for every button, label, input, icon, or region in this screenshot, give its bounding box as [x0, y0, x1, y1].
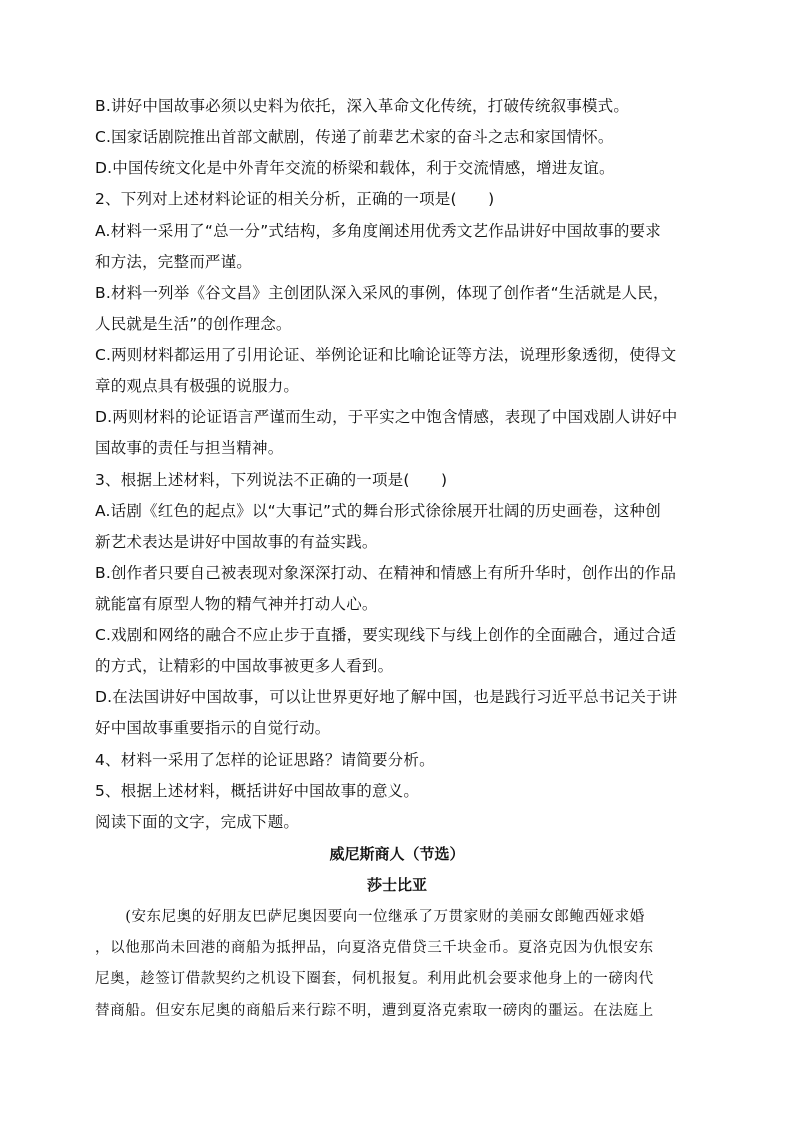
question-3: 3、根据上述材料，下列说法不正确的一项是( ) [95, 471, 448, 489]
story-intro-line: (安东尼奥的好朋友巴萨尼奥因要向一位继承了万贯家财的美丽女郎鲍西娅求婚 [95, 909, 645, 925]
story-intro-line: ，以他那尚未回港的商船为抵押品，向夏洛克借贷三千块金币。夏洛克因为仇恨安东 [95, 940, 654, 956]
option-a-q2: A.材料一采用了“总一分”式结构，多角度阐述用优秀文艺作品讲好中国故事的要求 [95, 222, 661, 240]
option-d-q2-cont: 国故事的责任与担当精神。 [95, 439, 284, 457]
story-title: 威尼斯商人（节选） [329, 845, 465, 863]
option-d-q3: D.在法国讲好中国故事，可以让世界更好地了解中国，也是践行习近平总书记关于讲 [95, 688, 678, 706]
option-c-q1: C.国家话剧院推出首部文献剧，传递了前辈艺术家的奋斗之志和家国情怀。 [95, 128, 614, 146]
option-d-q1: D.中国传统文化是中外青年交流的桥梁和载体，利于交流情感，增进友谊。 [95, 159, 615, 177]
reading-instruction: 阅读下面的文字，完成下题。 [95, 813, 300, 831]
option-a-q3-cont: 新艺术表达是讲好中国故事的有益实践。 [95, 533, 378, 551]
story-author: 莎士比亚 [366, 876, 427, 894]
option-c-q2-cont: 章的观点具有极强的说服力。 [95, 377, 300, 395]
option-b-q2-cont: 人民就是生活”的创作理念。 [95, 315, 292, 333]
option-d-q2: D.两则材料的论证语言严谨而生动，于平实之中饱含情感，表现了中国戏剧人讲好中 [95, 408, 678, 426]
option-a-q2-cont: 和方法，完整而严谨。 [95, 253, 253, 271]
question-4: 4、材料一采用了怎样的论证思路？请简要分析。 [95, 751, 435, 769]
story-intro-line: 替商船。但安东尼奥的商船后来行踪不明，遭到夏洛克索取一磅肉的噩运。在法庭上 [95, 1003, 654, 1019]
option-c-q3: C.戏剧和网络的融合不应止步于直播，要实现线下与线上创作的全面融合，通过合适 [95, 626, 677, 644]
option-c-q2: C.两则材料都运用了引用论证、举例论证和比喻论证等方法，说理形象透彻，使得文 [95, 346, 677, 364]
question-5: 5、根据上述材料，概括讲好中国故事的意义。 [95, 782, 420, 800]
option-b-q3: B.创作者只要自己被表现对象深深打动、在精神和情感上有所升华时，创作出的作品 [95, 564, 677, 582]
question-2: 2、下列对上述材料论证的相关分析，正确的一项是( ) [95, 190, 495, 208]
option-b-q2: B.材料一列举《谷文昌》主创团队深入采风的事例，体现了创作者“生活就是人民， [95, 284, 669, 302]
option-c-q3-cont: 的方式，让精彩的中国故事被更多人看到。 [95, 657, 394, 675]
option-d-q3-cont: 好中国故事重要指示的自觉行动。 [95, 719, 331, 737]
story-intro-line: 尼奥，趁签订借款契约之机设下圈套，伺机报复。利用此机会要求他身上的一磅肉代 [95, 971, 654, 987]
option-b-q3-cont: 就能富有原型人物的精气神并打动人心。 [95, 595, 378, 613]
option-b-q1: B.讲好中国故事必须以史料为依托，深入革命文化传统，打破传统叙事模式。 [95, 97, 630, 115]
option-a-q3: A.话剧《红色的起点》以“大事记”式的舞台形式徐徐展开壮阔的历史画卷，这种创 [95, 502, 661, 520]
